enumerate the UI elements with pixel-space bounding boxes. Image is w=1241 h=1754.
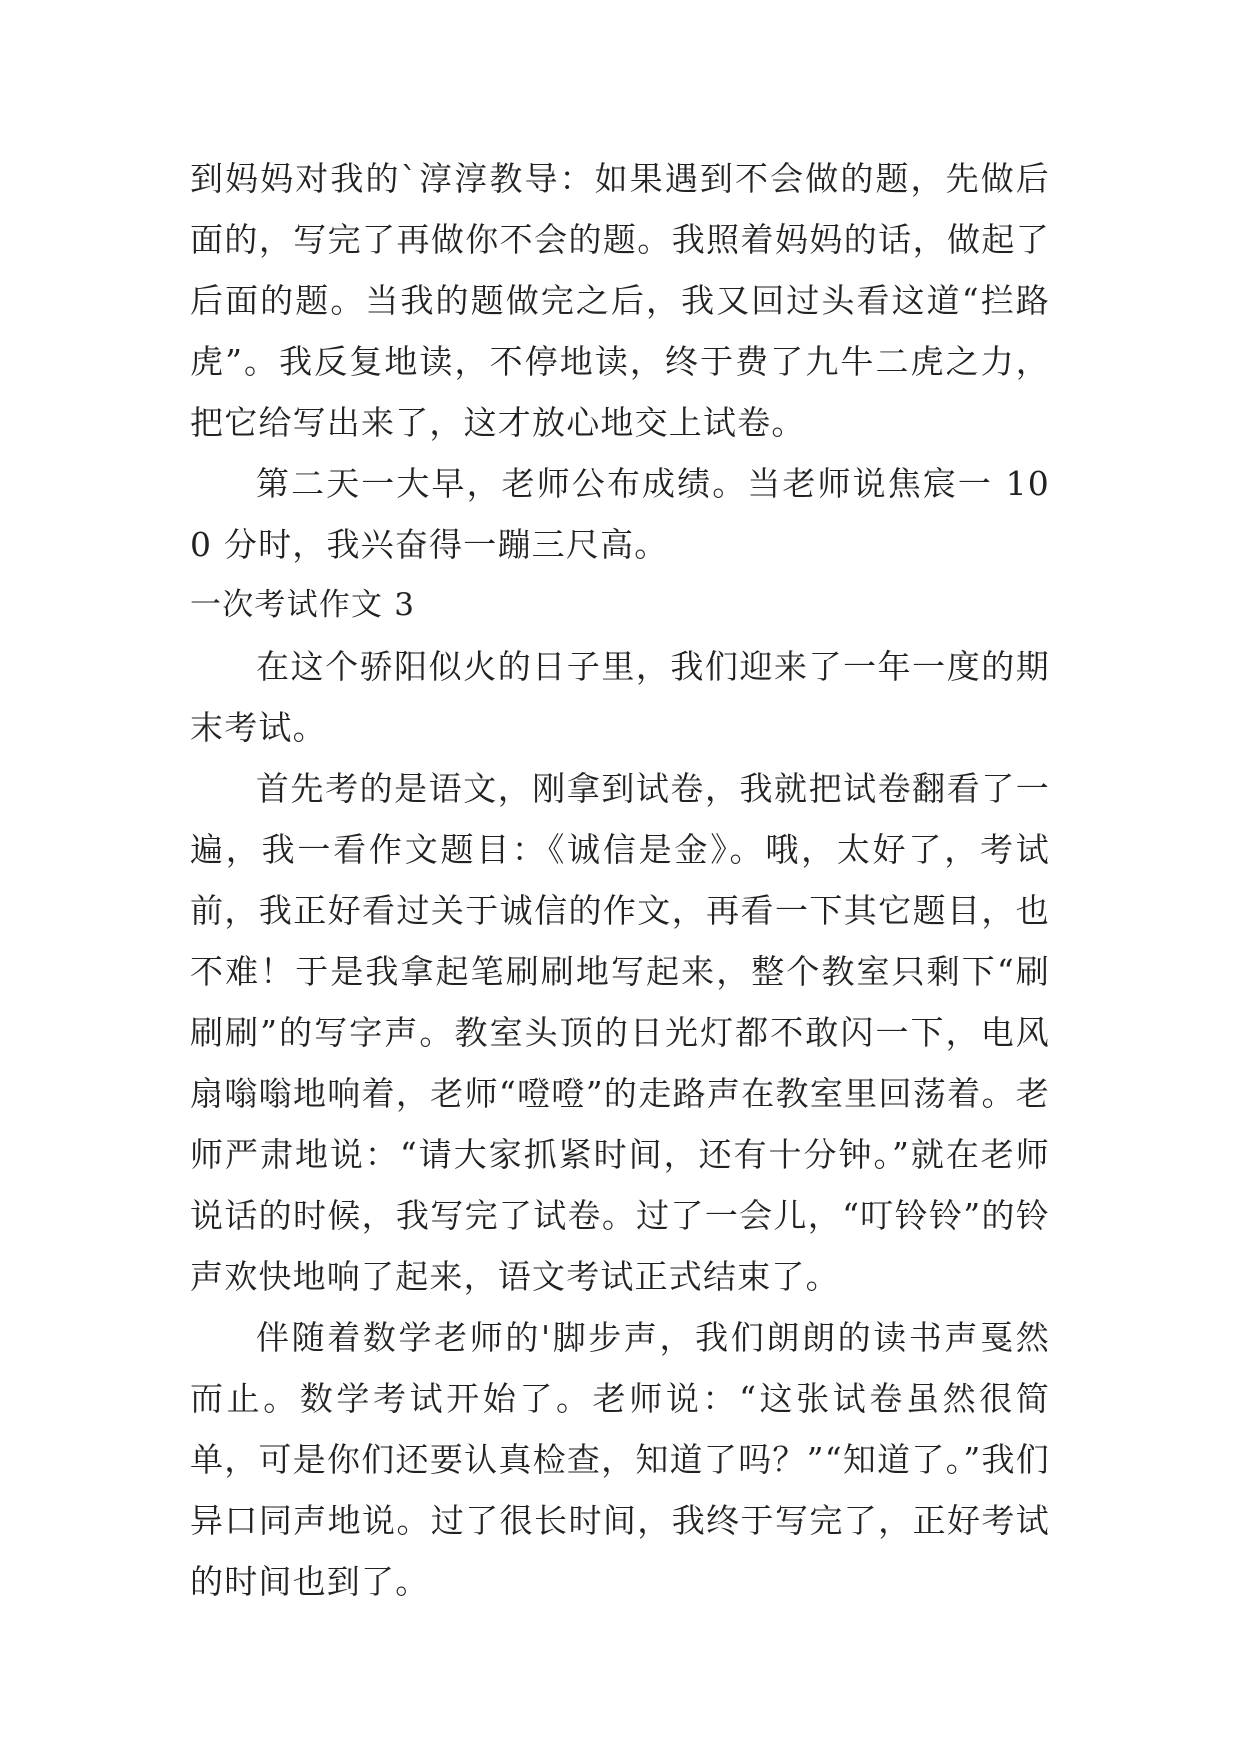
document-body bbox=[190, 148, 1050, 1612]
section-heading: 一次考试作文 3 bbox=[190, 587, 416, 623]
paragraph-math-exam: 伴随着数学老师的'脚步声，我们朗朗的读书声戛然而止。数学考试开始了。老师说：“这张试卷虽然很简单，可是你们还要认真检查，知道了吗？”“知道了。”我们异口同声地说。过了很长时间，我终于写完了，正好考试的时间也到了。 bbox=[190, 1318, 1050, 1601]
paragraph-result: 第二天一大早，老师公布成绩。当老师说焦宸一 100 分时，我兴奋得一蹦三尺高。 bbox=[190, 464, 1050, 564]
paragraph-continuation: 到妈妈对我的`淳淳教导：如果遇到不会做的题，先做后面的，写完了再做你不会的题。我照着妈妈的话，做起了后面的题。当我的题做完之后，我又回过头看这道“拦路虎”。我反复地读，不停地读，终于费了九牛二虎之力，把它给写出来了，这才放心地交上试卷。 bbox=[190, 159, 1050, 442]
paragraph-intro: 在这个骄阳似火的日子里，我们迎来了一年一度的期末考试。 bbox=[190, 647, 1050, 747]
paragraph-chinese-exam: 首先考的是语文，刚拿到试卷，我就把试卷翻看了一遍，我一看作文题目：《诚信是金》。哦，太好了，考试前，我正好看过关于诚信的作文，再看一下其它题目，也不难！于是我拿起笔刷刷地写起来，整个教室只剩下“刷刷刷”的写字声。教室头顶的日光灯都不敢闪一下，电风扇嗡嗡地响着，老师“噔噔”的走路声在教室里回荡着。老师严肃地说：“请大家抓紧时间，还有十分钟。”就在老师说话的时候，我写完了试卷。过了一会儿，“叮铃铃”的铃声欢快地响了起来，语文考试正式结束了。 bbox=[190, 769, 1050, 1296]
